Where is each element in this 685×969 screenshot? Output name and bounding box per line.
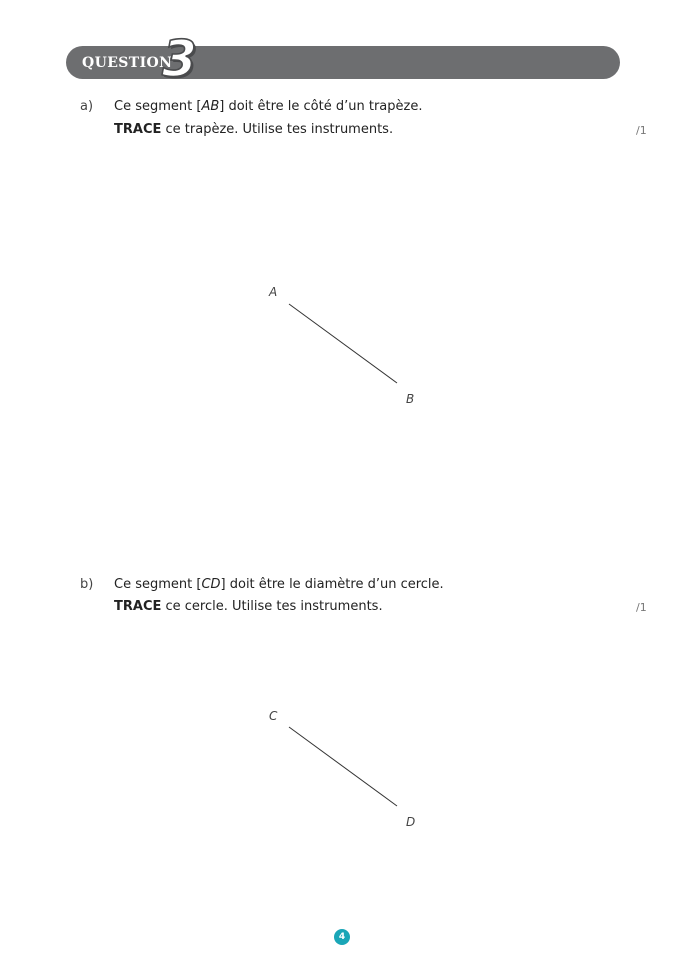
part-a-score: /1 [636,124,647,137]
segment-ab-figure [0,270,685,420]
segment-cd [289,727,397,806]
page-number-badge: 4 [334,929,350,945]
part-b-marker: b) [80,577,94,592]
part-a-instruction-rest: ce trapèze. Utilise tes instruments. [161,122,394,137]
part-b-statement-post: ] doit être le diamètre d’un cercle. [220,577,444,592]
part-a-instruction [114,121,393,139]
point-c-label: C [269,709,278,723]
part-a-marker: a) [80,99,94,114]
part-a-statement-pre: Ce segment [ [114,99,202,114]
segment-cd-figure [0,695,685,845]
part-a-segment-name: AB [201,99,220,114]
part-b-statement [114,576,444,594]
part-a-statement-post: ] doit être le côté d’un trapèze. [219,99,423,114]
part-b-statement-pre: Ce segment [ [114,577,202,592]
question-label: QUESTION [82,55,173,71]
part-b-segment-name: CD [201,577,221,592]
part-b-instruction [114,598,383,616]
point-b-label: B [406,392,415,406]
part-b-instruction-verb: TRACE [114,599,162,614]
point-d-label: D [406,815,416,829]
point-a-label: A [269,285,278,299]
part-b-instruction-rest: ce cercle. Utilise tes instruments. [161,599,383,614]
segment-ab [289,304,397,383]
part-a-statement [114,98,422,116]
question-number: 3 [162,30,197,88]
part-b-score: /1 [636,601,647,614]
part-a-instruction-verb: TRACE [114,122,162,137]
